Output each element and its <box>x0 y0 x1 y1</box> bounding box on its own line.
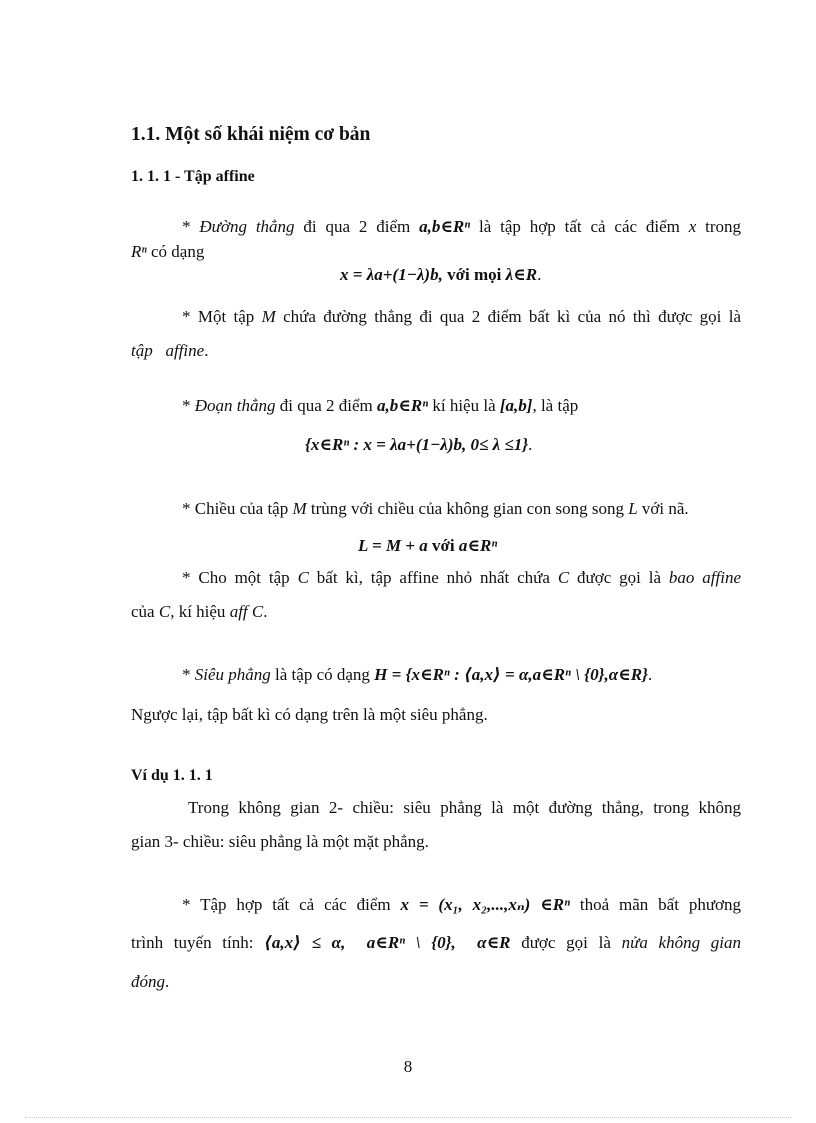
term-tap-affine: tập affine <box>131 341 205 360</box>
text: trùng với chiều của không gian con song song <box>310 499 624 518</box>
text: trình tuyến tính: <box>131 933 254 952</box>
math-formula: {x∈Rⁿ : x = λa+(1−λ)b, 0≤ λ ≤1} <box>305 435 529 454</box>
text: , kí hiệu <box>170 602 226 621</box>
paragraph-line <box>182 664 652 686</box>
paragraph-line <box>182 216 741 238</box>
text: . <box>263 602 268 621</box>
math-var: x <box>688 217 697 236</box>
paragraph-line <box>182 567 741 589</box>
math-formula: x = λa+(1−λ)b, <box>340 265 443 284</box>
text: đi qua 2 điểm <box>279 396 373 415</box>
text: là tập hợp tất cả các điểm <box>479 217 680 236</box>
paragraph-line <box>182 306 741 328</box>
math-var: M <box>261 307 276 326</box>
text: thoả mãn bất phương <box>579 895 742 914</box>
text: , là tập <box>532 396 579 415</box>
math-var: L <box>628 499 638 518</box>
formula-line <box>340 264 541 286</box>
math-inline: x = (x₁, x₂,...,xₙ) ∈Rⁿ <box>400 895 570 914</box>
text: được gọi là <box>577 568 662 587</box>
text: kí hiệu là <box>432 396 496 415</box>
text: . <box>165 972 170 991</box>
math-var: C <box>297 568 309 587</box>
math-inline: ⟨a,x⟩ ≤ α, a∈Rⁿ \ {0}, α∈R <box>264 933 511 952</box>
math-var: aff C <box>229 602 264 621</box>
text: . <box>648 665 653 684</box>
example-heading: Ví dụ 1. 1. 1 <box>131 767 213 784</box>
text: * Tập hợp tất cả các điểm <box>182 895 391 914</box>
math-var: M <box>292 499 307 518</box>
text: bất kì, tập affine nhỏ nhất chứa <box>316 568 550 587</box>
math-inline: a,b∈Rⁿ <box>419 217 471 236</box>
paragraph-line <box>131 340 208 362</box>
paragraph-line <box>131 601 267 623</box>
term-sieu-phang: Siêu phẳng <box>194 665 271 684</box>
text: . <box>537 265 542 284</box>
term-nua-khong-gian: nửa không gian <box>621 933 742 952</box>
paragraph-line <box>131 971 169 993</box>
text: với mọi <box>447 265 502 284</box>
bullet-star: * <box>182 396 191 415</box>
text: đi qua 2 điểm <box>303 217 411 236</box>
math-formula: a∈Rⁿ <box>458 536 498 555</box>
paragraph-line <box>182 498 689 520</box>
paragraph-line <box>131 241 204 263</box>
bullet-star: * <box>182 217 191 236</box>
term-dong: đóng <box>131 972 165 991</box>
math-var: C <box>158 602 171 621</box>
term-duong-thang: Đường thẳng <box>199 217 295 236</box>
paragraph-line <box>182 395 578 417</box>
term-bao-affine: bao affine <box>668 568 742 587</box>
text: . <box>204 341 209 360</box>
page-bottom-divider <box>25 1117 791 1118</box>
text: . <box>528 435 533 454</box>
math-formula: λ∈R <box>505 265 538 284</box>
paragraph-line <box>182 894 741 916</box>
math-var: Rⁿ <box>131 242 147 261</box>
text: chứa đường thẳng đi qua 2 điểm bất kì của nó thì được gọi là <box>283 307 741 326</box>
text: có dạng <box>151 242 205 261</box>
text: * Chiều của tập <box>182 499 289 518</box>
text: * Cho một tập <box>182 568 290 587</box>
formula-line <box>358 535 497 557</box>
section-heading: 1.1. Một số khái niệm cơ bản <box>131 124 371 145</box>
text: * Một tập <box>182 307 255 326</box>
text: là tập có dạng <box>275 665 370 684</box>
term-doan-thang: Đoạn thẳng <box>194 396 276 415</box>
math-inline: a,b∈Rⁿ <box>377 396 429 415</box>
bullet-star: * <box>182 665 191 684</box>
math-formula: L = M + a <box>358 536 428 555</box>
paragraph-line: Trong không gian 2- chiều: siêu phẳng là một đường thẳng, trong không <box>188 798 741 817</box>
subsection-heading: 1. 1. 1 - Tập affine <box>131 168 255 185</box>
paragraph-line: gian 3- chiều: siêu phẳng là một mặt phẳng. <box>131 832 429 851</box>
math-var: C <box>557 568 570 587</box>
formula-line <box>305 434 532 456</box>
page-number: 8 <box>403 1057 413 1076</box>
paragraph-line <box>131 932 741 954</box>
text: được gọi là <box>521 933 611 952</box>
text: của <box>131 602 155 621</box>
text: với <box>432 536 455 555</box>
text: trong <box>705 217 742 236</box>
math-formula: H = {x∈Rⁿ : ⟨a,x⟩ = α,a∈Rⁿ \ {0},α∈R} <box>374 665 649 684</box>
math-inline: [a,b] <box>499 396 533 415</box>
paragraph-line: Ngược lại, tập bất kì có dạng trên là một siêu phẳng. <box>131 705 488 724</box>
text: với nã. <box>641 499 689 518</box>
